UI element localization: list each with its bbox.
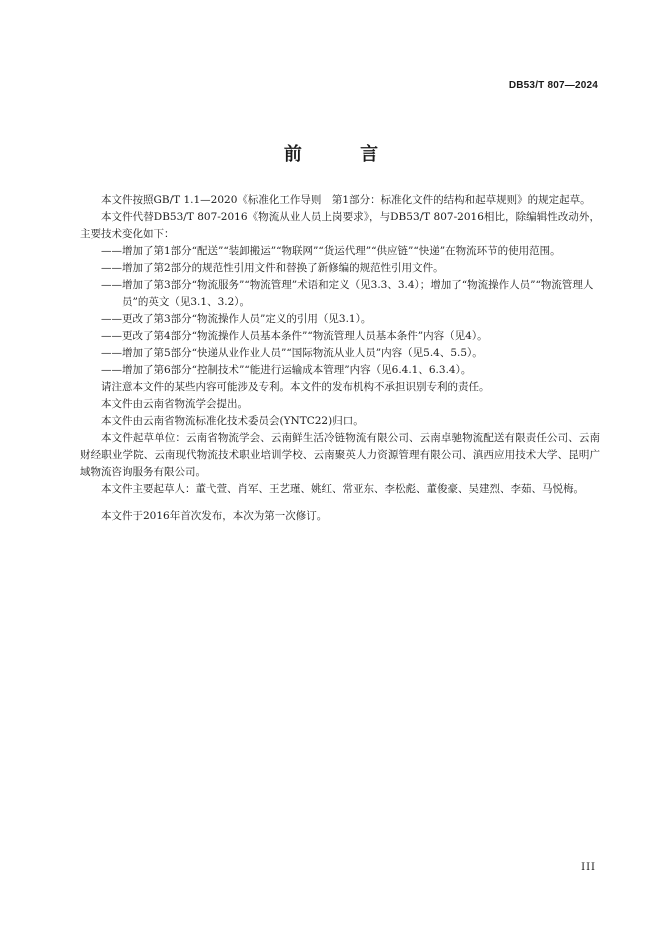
note-history: 本文件于2016年首次发布，本次为第一次修订。 (101, 510, 328, 522)
change-item: ——增加了第1部分“配送”“装卸搬运”“物联网”“货运代理”“供应链”“快递”在物流环节的使用范围。 (101, 245, 561, 257)
note-drafting-units: 本文件起草单位：云南省物流学会、云南鲜生活冷链物流有限公司、云南卓驰物流配送有限责任公司、云南财经职业学院、云南现代物流技术职业培训学校、云南聚英人力资源管理有限公司、滇西应用技术大学、昆明广域物流咨询服务有限公司。 (80, 432, 600, 478)
paragraph-drafting-rules: 本文件按照GB/T 1.1—2020《标准化工作导则 第1部分：标准化文件的结构和起草规则》的规定起草。 (101, 194, 591, 206)
change-item: ——更改了第4部分“物流操作人员基本条件”“物流管理人员基本条件”内容（见4）。 (101, 330, 488, 342)
note-proposer: 本文件由云南省物流学会提出。 (101, 398, 248, 410)
page-title: 前 言 (283, 144, 405, 165)
document-body (80, 192, 600, 525)
change-item: ——增加了第6部分“控制技术”“能进行运输成本管理”内容（见6.4.1、6.3.4）。 (101, 364, 472, 376)
change-item: ——增加了第3部分“物流服务”“物流管理”术语和定义（见3.3、3.4）；增加了“物流操作人员”“物流管理人员”的英文（见3.1、3.2）。 (101, 279, 594, 308)
paragraph-replacement: 本文件代替DB53/T 807-2016《物流从业人员上岗要求》，与DB53/T 807-2016相比，除编辑性改动外，主要技术变化如下： (80, 211, 600, 240)
note-drafters: 本文件主要起草人：董弋萱、肖军、王艺瑾、姚红、常亚东、李松彪、董俊豪、吴建烈、李茹、马悦梅。 (101, 483, 584, 495)
page-number: III (581, 862, 596, 873)
note-administrator: 本文件由云南省物流标准化技术委员会(YNTC22)归口。 (101, 415, 364, 427)
document-code: DB53/T 807—2024 (508, 80, 598, 91)
note-patent: 请注意本文件的某些内容可能涉及专利。本文件的发布机构不承担识别专利的责任。 (101, 381, 490, 393)
change-item: ——增加了第2部分的规范性引用文件和替换了新修编的规范性引用文件。 (101, 262, 444, 274)
change-item: ——更改了第3部分“物流操作人员”定义的引用（见3.1）。 (101, 313, 372, 325)
change-item: ——增加了第5部分“快递从业作业人员”“国际物流从业人员”内容（见5.4、5.5）。 (101, 347, 483, 359)
